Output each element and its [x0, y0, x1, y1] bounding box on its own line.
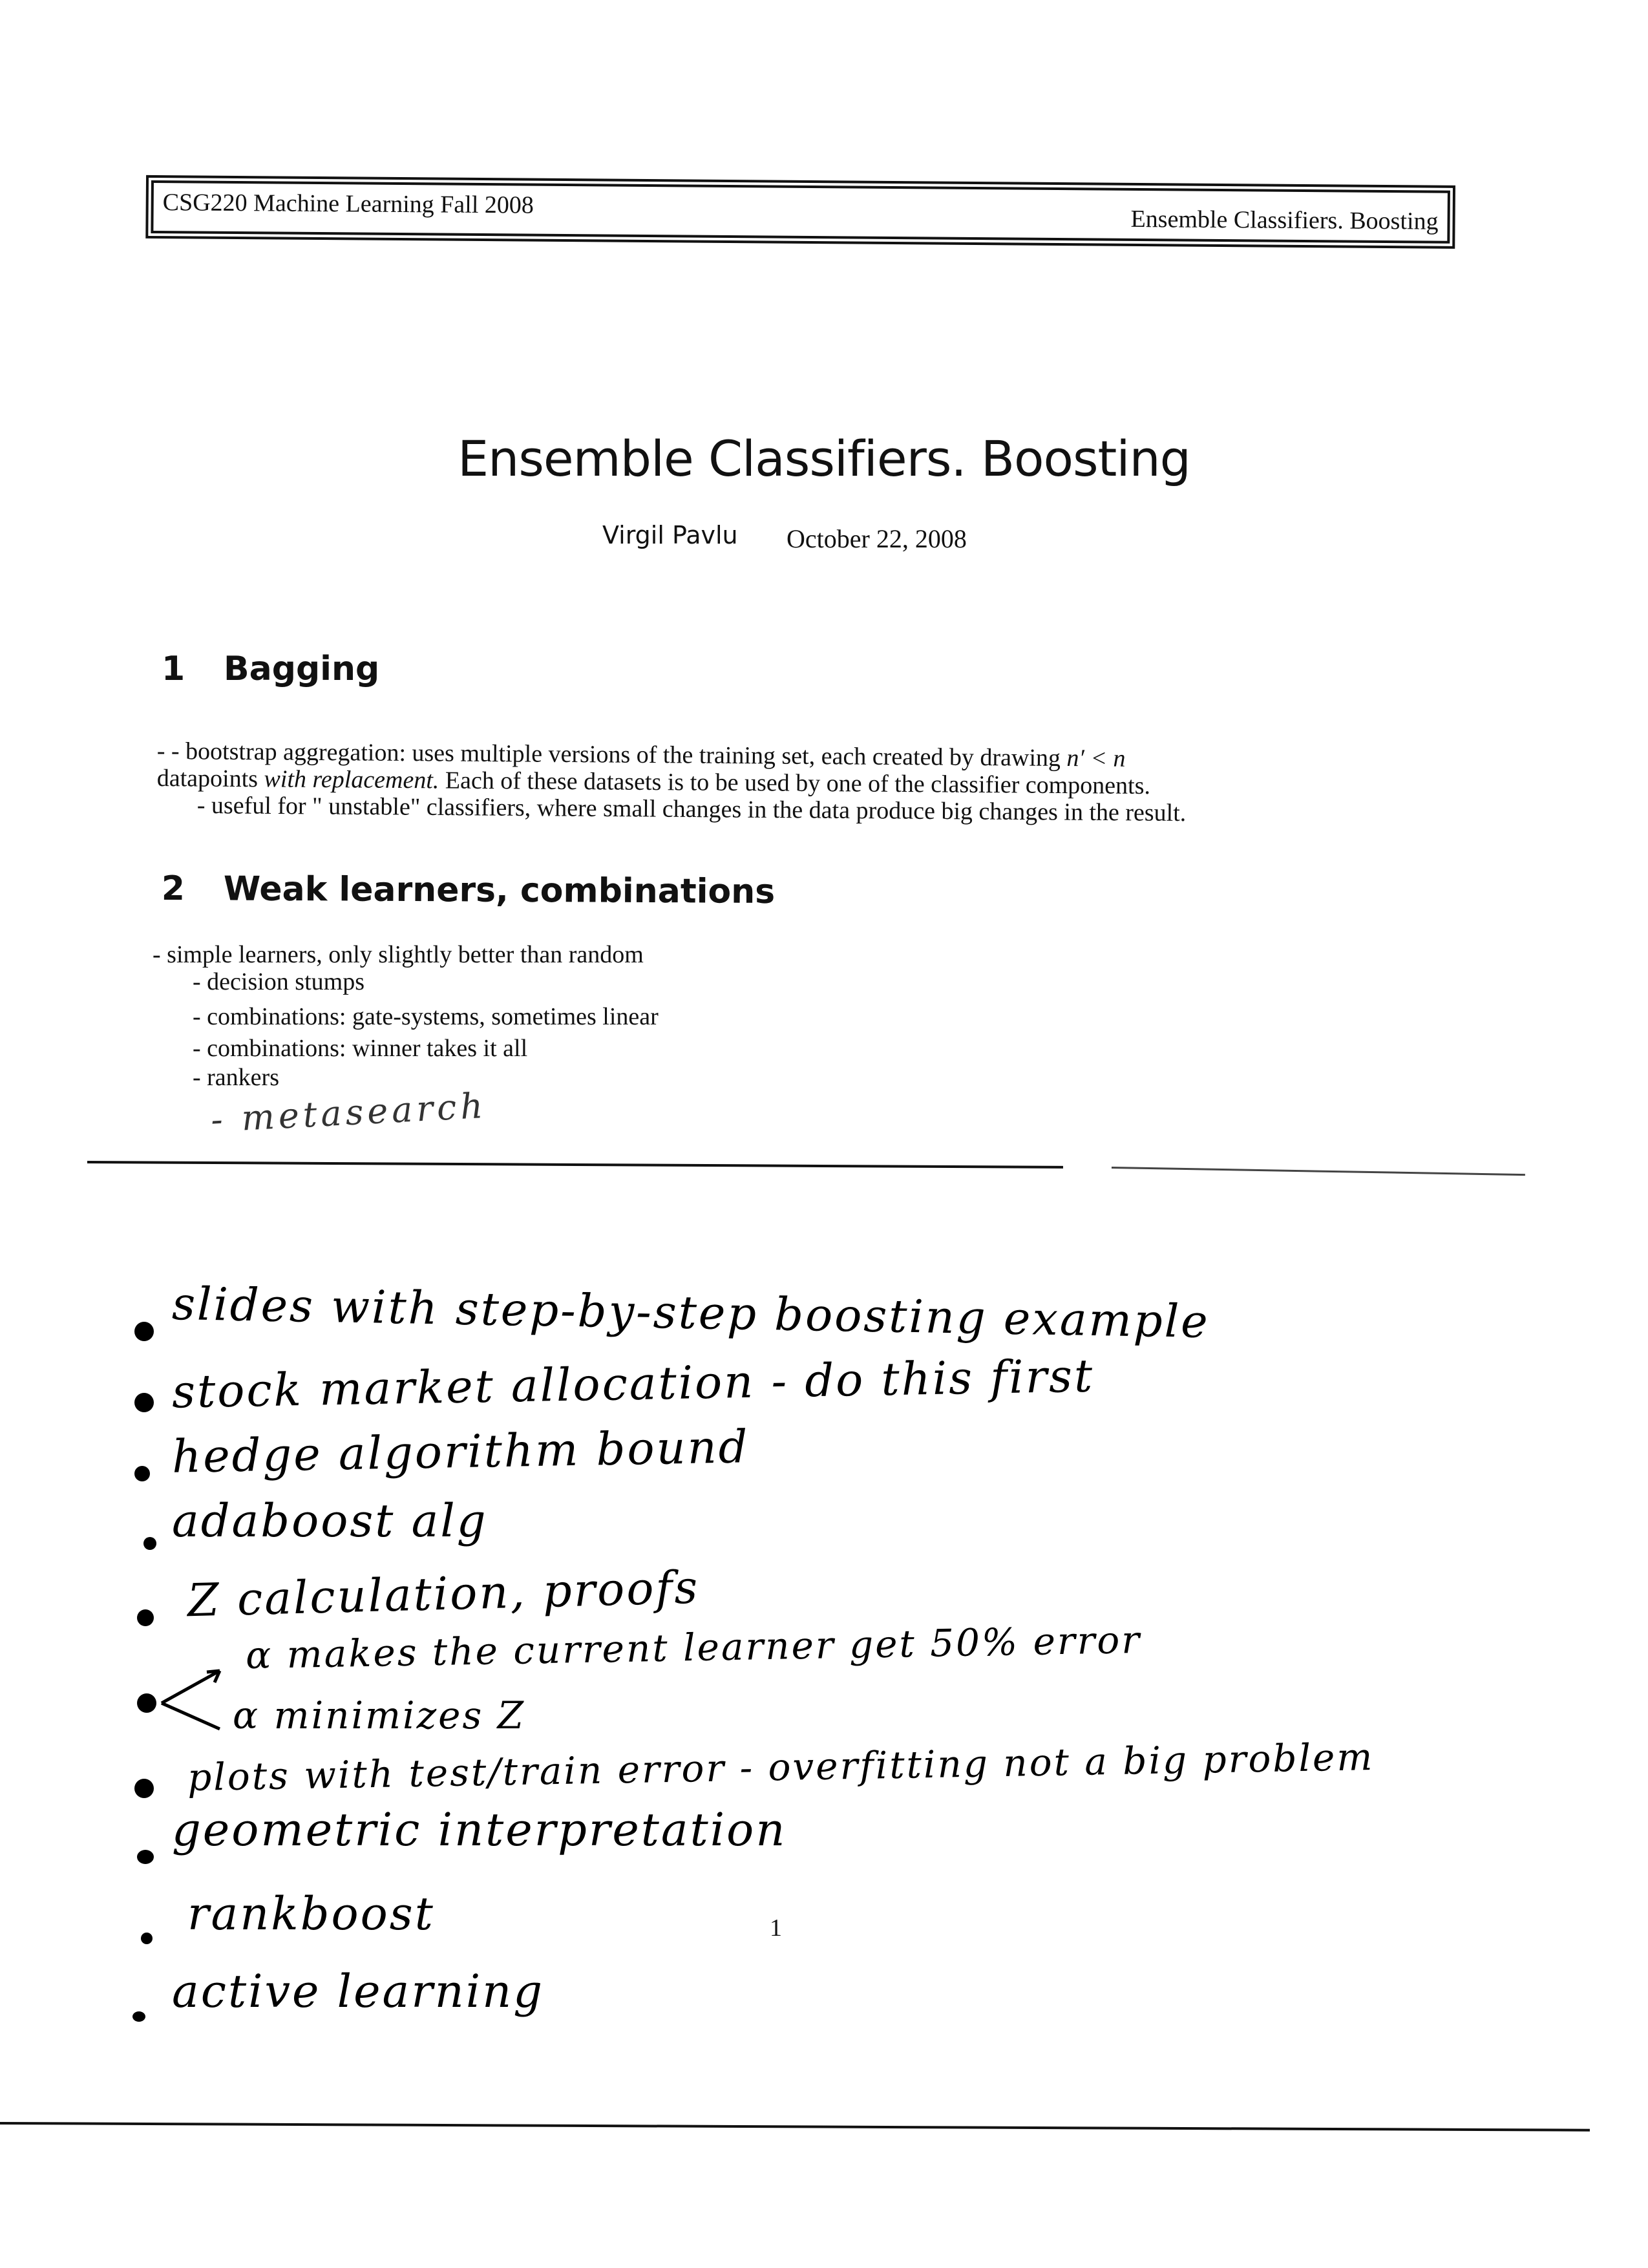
note-boosting-example: slides with step-by-step boosting example [171, 1277, 1210, 1349]
weak-learner-line: - simple learners, only slightly better than random [153, 941, 644, 968]
header-course: CSG220 Machine Learning Fall 2008 [162, 189, 534, 219]
weak-learner-line: - decision stumps [193, 968, 364, 995]
page-number: 1 [770, 1914, 782, 1942]
note-alpha-minimizes: α minimizes Z [233, 1693, 525, 1737]
bagging-math: n′ < n [1066, 745, 1126, 772]
note-stock-market: stock market allocation - do this first [171, 1349, 1095, 1419]
bullet-dot [132, 2011, 145, 2022]
weak-learner-line: - combinations: winner takes it all [193, 1035, 528, 1062]
bullet-dot [137, 1609, 154, 1626]
note-alpha-makes: α makes the current learner get 50% error [245, 1617, 1142, 1678]
bullet-dot [134, 1393, 154, 1412]
section-title-text: Weak learners, combinations [223, 869, 776, 911]
bagging-text: datapoints [156, 765, 264, 793]
running-header [151, 180, 1450, 244]
author-name: Virgil Pavlu [602, 521, 738, 549]
bullet-dot [134, 1466, 150, 1481]
document-date: October 22, 2008 [787, 524, 967, 553]
header-topic: Ensemble Classifiers. Boosting [1130, 205, 1439, 235]
note-z-calculation: Z calculation, proofs [187, 1560, 701, 1627]
bagging-text: - - bootstrap aggregation: uses multiple versions of the training set, each created by drawing [156, 737, 1067, 772]
weak-learner-line: - rankers [193, 1064, 279, 1091]
bagging-text: Each of these datasets is to be used by one of the classifier components. [439, 767, 1151, 800]
document-title: Ensemble Classifiers. Boosting [458, 430, 1190, 487]
section-number: 1 [162, 650, 185, 688]
note-plots-overfitting: plots with test/train error - overfitting not a big problem [187, 1734, 1375, 1800]
arrow-icon [155, 1664, 233, 1735]
bullet-dot [137, 1693, 156, 1713]
handwritten-metasearch: - metasearch [209, 1085, 488, 1141]
note-rankboost: rankboost [187, 1887, 435, 1940]
section-number: 2 [161, 869, 185, 909]
note-active-learning: active learning [172, 1965, 545, 2018]
bullet-dot [137, 1850, 154, 1864]
bottom-rule [0, 2122, 1590, 2132]
separator-rule [1112, 1167, 1525, 1176]
bagging-italic: with replacement. [264, 765, 439, 794]
section-heading-weak-learners [162, 869, 776, 911]
note-geometric-interpretation: geometric interpretation [172, 1803, 787, 1856]
bullet-dot [143, 1537, 156, 1550]
bullet-dot [141, 1933, 153, 1944]
bagging-text: - useful for " unstable" classifiers, where small changes in the data produce big changes in the result. [196, 792, 1187, 827]
bullet-dot [134, 1779, 154, 1798]
weak-learner-line: - combinations: gate-systems, sometimes linear [193, 1003, 659, 1030]
note-hedge-algorithm: hedge algorithm bound [171, 1420, 750, 1483]
bullet-dot [134, 1322, 154, 1341]
section-heading-bagging [162, 650, 379, 688]
note-adaboost: adaboost alg [172, 1494, 488, 1547]
separator-rule [87, 1161, 1063, 1169]
section-title-text: Bagging [224, 650, 380, 688]
